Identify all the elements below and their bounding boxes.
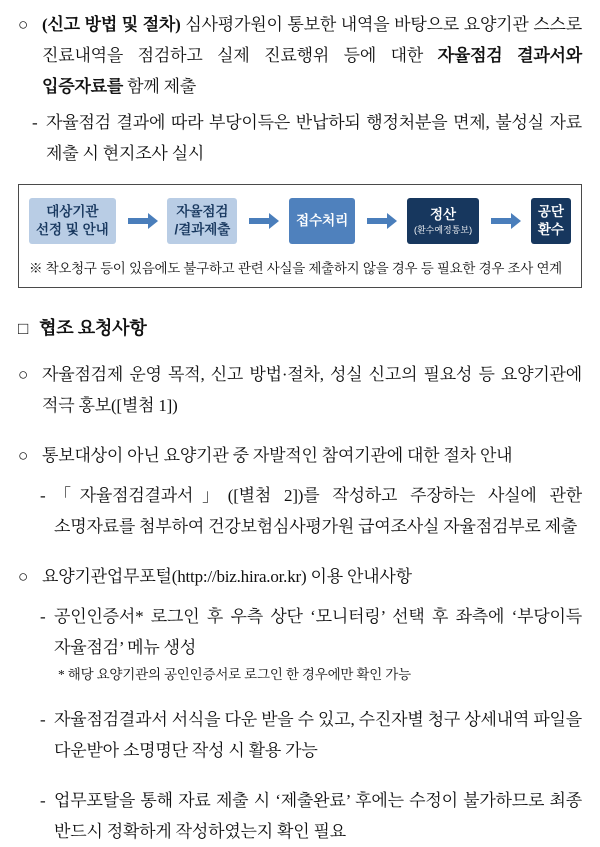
circle-bullet: ○ (18, 567, 29, 586)
text-segment: 업무포탈을 통해 자료 제출 시 ‘제출완료’ 후에는 수정이 불가하므로 최종 반드시 정확하게 작성하였는지 확인 필요 (54, 791, 582, 841)
right-arrow-icon (491, 218, 511, 224)
paragraph-text (46, 107, 582, 169)
text-segment: 자율점검제 운영 목적, 신고 방법·절차, 성실 신고의 필요성 등 요양기관에 적극 홍보([별첨 1]) (42, 365, 582, 415)
dash-bullet: - (40, 486, 46, 505)
flow-step-label: 접수처리 (296, 213, 349, 228)
paragraph-text (54, 480, 582, 542)
paragraph-text (42, 440, 582, 471)
circle-bullet: ○ (18, 365, 29, 384)
flow-step-self-check (167, 198, 237, 244)
paragraph-text (54, 601, 582, 663)
dash-bullet: - (32, 113, 38, 132)
paragraph-voluntary-sub (18, 480, 582, 542)
paragraph-text (42, 561, 582, 592)
footnote-certificate: * 해당 요양기관의 공인인증서로 로그인 한 경우에만 확인 가능 (58, 667, 411, 682)
flow-step-label: 정산 (430, 207, 457, 222)
flow-step-label: 자율점검 (176, 204, 229, 219)
flow-step-settlement (407, 198, 479, 244)
circle-bullet: ○ (18, 15, 29, 34)
section-heading-title: 협조 요청사항 (39, 318, 147, 338)
square-bullet: □ (18, 319, 29, 338)
paragraph-portal (18, 561, 582, 592)
dash-bullet: - (40, 791, 46, 810)
right-arrow-icon (249, 218, 269, 224)
flow-step-label: 대상기관 (46, 204, 99, 219)
paragraph-portal-download (18, 704, 582, 766)
paragraph-text (54, 704, 582, 766)
flow-note: ※ 착오청구 등이 있음에도 불구하고 관련 사실을 제출하지 않을 경우 등 필요한 경우 조사 연계 (29, 261, 562, 276)
process-flow-box (18, 184, 582, 288)
text-segment: (신고 방법 및 절차) (42, 15, 186, 34)
paragraph-text (42, 359, 582, 421)
text-segment: 함께 제출 (123, 77, 197, 96)
flow-step-label: /결과제출 (174, 222, 231, 237)
flow-step-label: 환수 (537, 222, 564, 237)
paragraph-notice-sub (18, 107, 582, 169)
process-flow-row (29, 198, 571, 244)
right-arrow-icon (128, 218, 148, 224)
dash-bullet: - (40, 607, 46, 626)
flow-step-label: 선정 및 안내 (36, 222, 109, 237)
flow-step-target-selection (29, 198, 116, 244)
paragraph-notice (18, 9, 582, 102)
paragraph-portal-login (18, 601, 582, 663)
section-heading (18, 314, 582, 340)
text-segment: 자율점검 결과에 따라 부당이득은 반납하되 행정처분을 면제, 불성실 자료 제출 시 현지조사 실시 (46, 113, 582, 163)
text-segment: 자율점검 결과서와 입증자료를 (42, 46, 582, 96)
text-segment: 자율점검결과서 서식을 다운 받을 수 있고, 수진자별 청구 상세내역 파일을 다운받아 소명명단 작성 시 활용 가능 (54, 710, 582, 760)
text-segment: 요양기관업무포털(http://biz.hira.or.kr) 이용 안내사항 (42, 567, 412, 586)
paragraph-text (42, 9, 582, 102)
flow-step-label: 공단 (537, 204, 564, 219)
text-segment: 「자율점검결과서」([별첨 2])를 작성하고 주장하는 사실에 관한 소명자료를 첨부하여 건강보험심사평가원 급여조사실 자율점검부로 제출 (54, 486, 582, 536)
paragraph-promotion (18, 359, 582, 421)
flow-step-receipt (289, 198, 355, 244)
flow-step-recovery (531, 198, 571, 244)
dash-bullet: - (40, 710, 46, 729)
text-segment: 공인인증서* 로그인 후 우측 상단 ‘모니터링’ 선택 후 좌측에 ‘부당이득 자율점검’ 메뉴 생성 (54, 607, 582, 657)
paragraph-voluntary (18, 440, 582, 471)
circle-bullet: ○ (18, 446, 29, 465)
text-segment: 통보대상이 아닌 요양기관 중 자발적인 참여기관에 대한 절차 안내 (42, 446, 513, 465)
flow-step-sublabel: (환수예정통보) (413, 225, 473, 235)
text-segment: 심사평가원이 통보한 내역을 바탕으로 요양기관 스스로 진료내역을 점검하고 실제 진료행위 등에 대한 (42, 15, 582, 65)
right-arrow-icon (367, 218, 387, 224)
